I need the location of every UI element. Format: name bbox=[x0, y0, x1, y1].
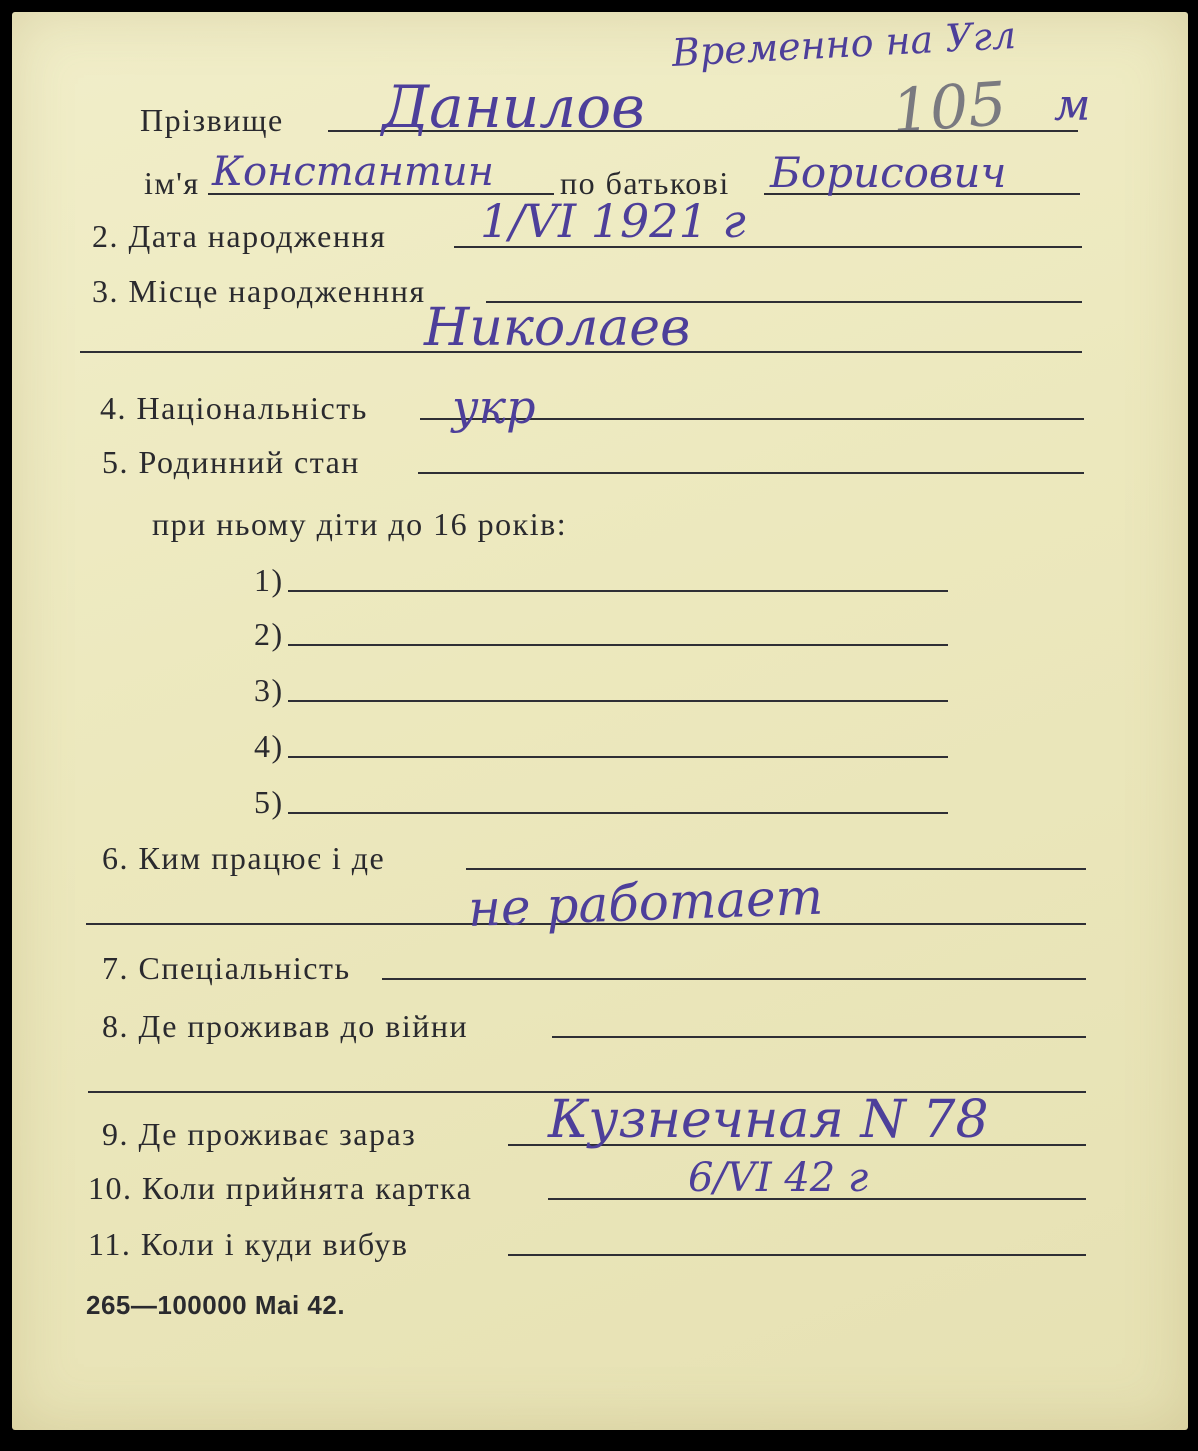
departed-line bbox=[508, 1254, 1086, 1256]
child-2-line bbox=[288, 644, 948, 646]
registration-card bbox=[12, 12, 1188, 1430]
surname-label: Прізвище bbox=[140, 102, 284, 138]
birth-date-value: 1/VI 1921 г bbox=[480, 194, 746, 248]
departed-label: 11. Коли і куди вибув bbox=[88, 1226, 409, 1262]
print-code: 265—100000 Mai 42. bbox=[86, 1290, 346, 1320]
child-4-label: 4) bbox=[254, 728, 284, 764]
birth-place-label: 3. Місце народженння bbox=[92, 273, 426, 309]
birth-date-label: 2. Дата народження bbox=[92, 218, 387, 254]
patronymic-label: по батькові bbox=[560, 165, 730, 201]
nationality-label: 4. Національність bbox=[100, 390, 368, 426]
child-3-line bbox=[288, 700, 948, 702]
header-letter: м bbox=[1054, 80, 1091, 131]
birth-place-value: Николаев bbox=[424, 298, 691, 358]
current-residence-label: 9. Де проживає зараз bbox=[102, 1116, 417, 1152]
surname-value: Данилов bbox=[382, 73, 645, 141]
prewar-residence-label: 8. Де проживав до війни bbox=[102, 1008, 469, 1044]
first-name-label: ім'я bbox=[144, 165, 200, 201]
prewar-residence-line-1 bbox=[552, 1036, 1086, 1038]
child-2-label: 2) bbox=[254, 616, 284, 652]
child-1-line bbox=[288, 590, 948, 592]
card-accepted-label: 10. Коли прийнята картка bbox=[88, 1170, 473, 1206]
child-5-label: 5) bbox=[254, 784, 284, 820]
current-residence-value: Кузнечная N 78 bbox=[548, 1090, 989, 1150]
work-label: 6. Ким працює і де bbox=[102, 840, 386, 876]
child-3-label: 3) bbox=[254, 672, 284, 708]
header-number: 105 bbox=[889, 69, 1009, 147]
patronymic-value: Борисович bbox=[770, 148, 1007, 197]
marital-status-line bbox=[418, 472, 1084, 474]
first-name-value: Константин bbox=[212, 149, 494, 195]
child-1-label: 1) bbox=[254, 562, 284, 598]
nationality-value: укр bbox=[452, 380, 536, 434]
card-accepted-value: 6/VI 42 г bbox=[688, 1155, 869, 1201]
specialty-label: 7. Спеціальність bbox=[102, 950, 351, 986]
child-4-line bbox=[288, 756, 948, 758]
work-value: не работает bbox=[466, 867, 824, 938]
child-5-line bbox=[288, 812, 948, 814]
header-annotation: Временно на Угл bbox=[670, 13, 1018, 75]
children-label: при ньому діти до 16 років: bbox=[152, 506, 568, 542]
marital-status-label: 5. Родинний стан bbox=[102, 444, 360, 480]
specialty-line bbox=[382, 978, 1086, 980]
